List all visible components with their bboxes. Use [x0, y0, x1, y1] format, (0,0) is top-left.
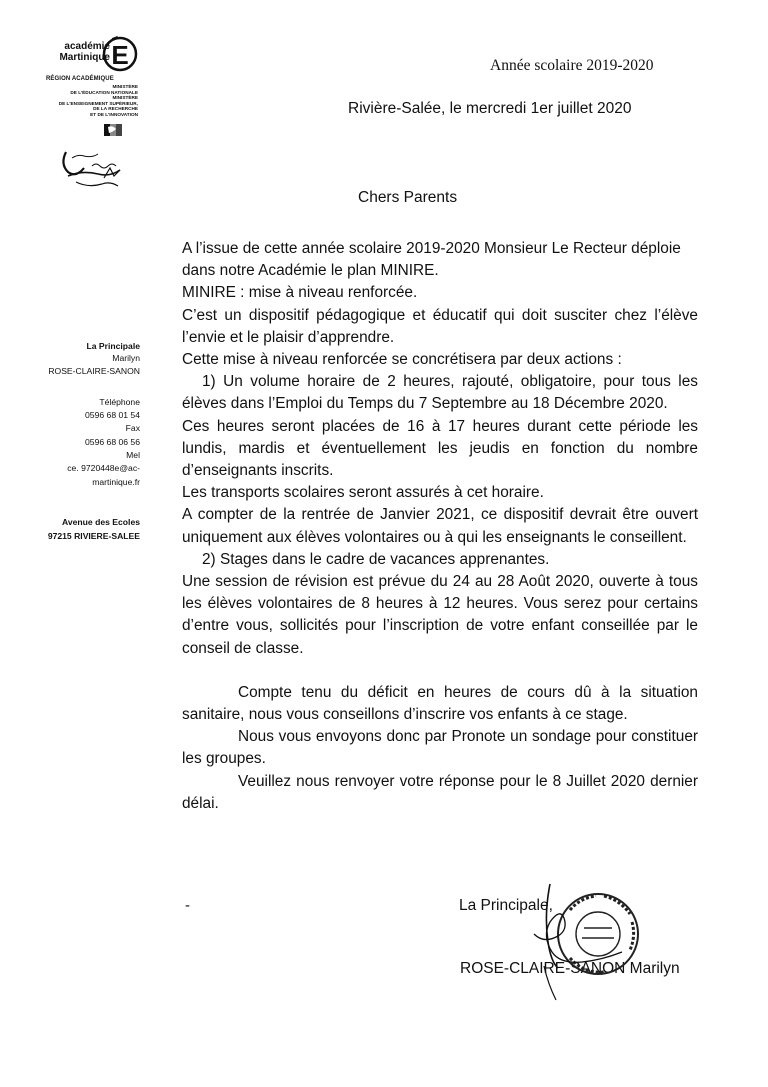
paragraph: Une session de révision est prévue du 24 au 28 Août 2020, ouverte à tous les élèves volontaires de 8 heures à 12 heures. Vous serez pour certains d’entre vous, sollicités pour l’inscription de votre enfant conseillée par le conseil de classe. — [182, 573, 698, 657]
paragraph: MINIRE : mise à niveau renforcée. — [182, 284, 418, 302]
place-and-date: Rivière-Salée, le mercredi 1er juillet 2020 — [348, 100, 632, 117]
svg-text:E: E — [111, 40, 129, 70]
ministry-line: DE L'ENSEIGNEMENT SUPÉRIEUR, — [58, 100, 138, 106]
paragraph-gap — [182, 660, 698, 682]
academie-e-emblem — [68, 34, 140, 82]
paragraph: Compte tenu du déficit en heures de cours dû à la situation sanitaire, nous vous conseillons d’inscrire vos enfants à ce stage. — [182, 683, 698, 724]
sidebar-mel-address-line2: martinique.fr — [92, 477, 140, 487]
marianne-logo-icon — [104, 124, 122, 136]
ministry-line: ET DE L'INNOVATION — [90, 111, 138, 117]
paragraph: Ces heures seront placées de 16 à 17 heures durant cette période les lundis, mardis et éventuellement les jeudis en fonction du nombre d’enseignants inscrits. — [182, 417, 698, 480]
sidebar-mel-label: Mel — [126, 450, 140, 460]
sidebar-mel-address-line1: ce. 9720448e@ac- — [67, 463, 140, 473]
sidebar-fax-label: Fax — [125, 423, 140, 433]
list-item: 1) Un volume horaire de 2 heures, rajouté, obligatoire, pour tous les élèves dans l’Emploi du Temps du 7 Septembre au 18 Décembre 2020. — [182, 373, 698, 413]
list-item: 2) Stages dans le cadre de vacances apprenantes. — [202, 550, 550, 568]
signature-and-stamp — [512, 880, 650, 1004]
signature-name: ROSE-CLAIRE-SANON Marilyn — [460, 960, 680, 977]
sidebar-fax-number: 0596 68 06 56 — [85, 437, 140, 447]
college-logo-icon — [58, 142, 128, 190]
sidebar-principal-last-name: ROSE-CLAIRE-SANON — [48, 366, 140, 376]
ministry-line: DE LA RECHERCHE — [93, 106, 138, 112]
sidebar-principal-first-name: Marilyn — [112, 353, 140, 363]
academie-word: académie — [64, 41, 110, 52]
paragraph: Nous vous envoyons donc par Pronote un sondage pour constituer les groupes. — [182, 728, 698, 768]
academie-region-word: Martinique — [59, 52, 110, 63]
paragraph: C’est un dispositif pédagogique et éducatif qui doit susciter chez l’élève l’envie et le plaisir d’apprendre. — [182, 306, 698, 346]
paragraph: Veuillez nous renvoyer votre réponse pour le 8 Juillet 2020 dernier délai. — [182, 772, 698, 812]
sidebar-principal-title: La Principale — [86, 341, 140, 351]
paragraph: A l’issue de cette année scolaire 2019-2020 Monsieur Le Recteur déploie dans notre Académie le plan MINIRE. — [182, 240, 681, 280]
stray-dash-mark: - — [185, 897, 190, 914]
sidebar-address-city: 97215 RIVIERE-SALEE — [47, 531, 140, 541]
paragraph: Cette mise à niveau renforcée se concrétisera par deux actions : — [182, 351, 622, 369]
salutation: Chers Parents — [358, 189, 458, 206]
signature-title: La Principale, — [459, 897, 553, 914]
sidebar-telephone-number: 0596 68 01 54 — [85, 410, 140, 420]
ministry-line: MINISTÈRE — [112, 84, 138, 89]
paragraph: A compter de la rentrée de Janvier 2021, ce dispositif devrait être ouvert uniquement aux élèves volontaires ou à qui les enseignants le conseillent. — [182, 506, 698, 546]
ministry-lines — [20, 84, 138, 118]
ministry-line: MINISTÈRE — [112, 95, 138, 101]
region-academique-label: RÉGION ACADÉMIQUE — [46, 76, 114, 82]
sidebar-address-street: Avenue des Ecoles — [61, 517, 140, 527]
paragraph: Les transports scolaires seront assurés à cet horaire. — [182, 484, 544, 502]
academie-logo — [59, 34, 140, 82]
ministry-line: DE L'ÉDUCATION NATIONALE — [70, 89, 138, 95]
school-year: Année scolaire 2019-2020 — [490, 57, 654, 74]
sidebar-telephone-label: Téléphone — [99, 397, 140, 407]
letter-body — [182, 238, 698, 815]
